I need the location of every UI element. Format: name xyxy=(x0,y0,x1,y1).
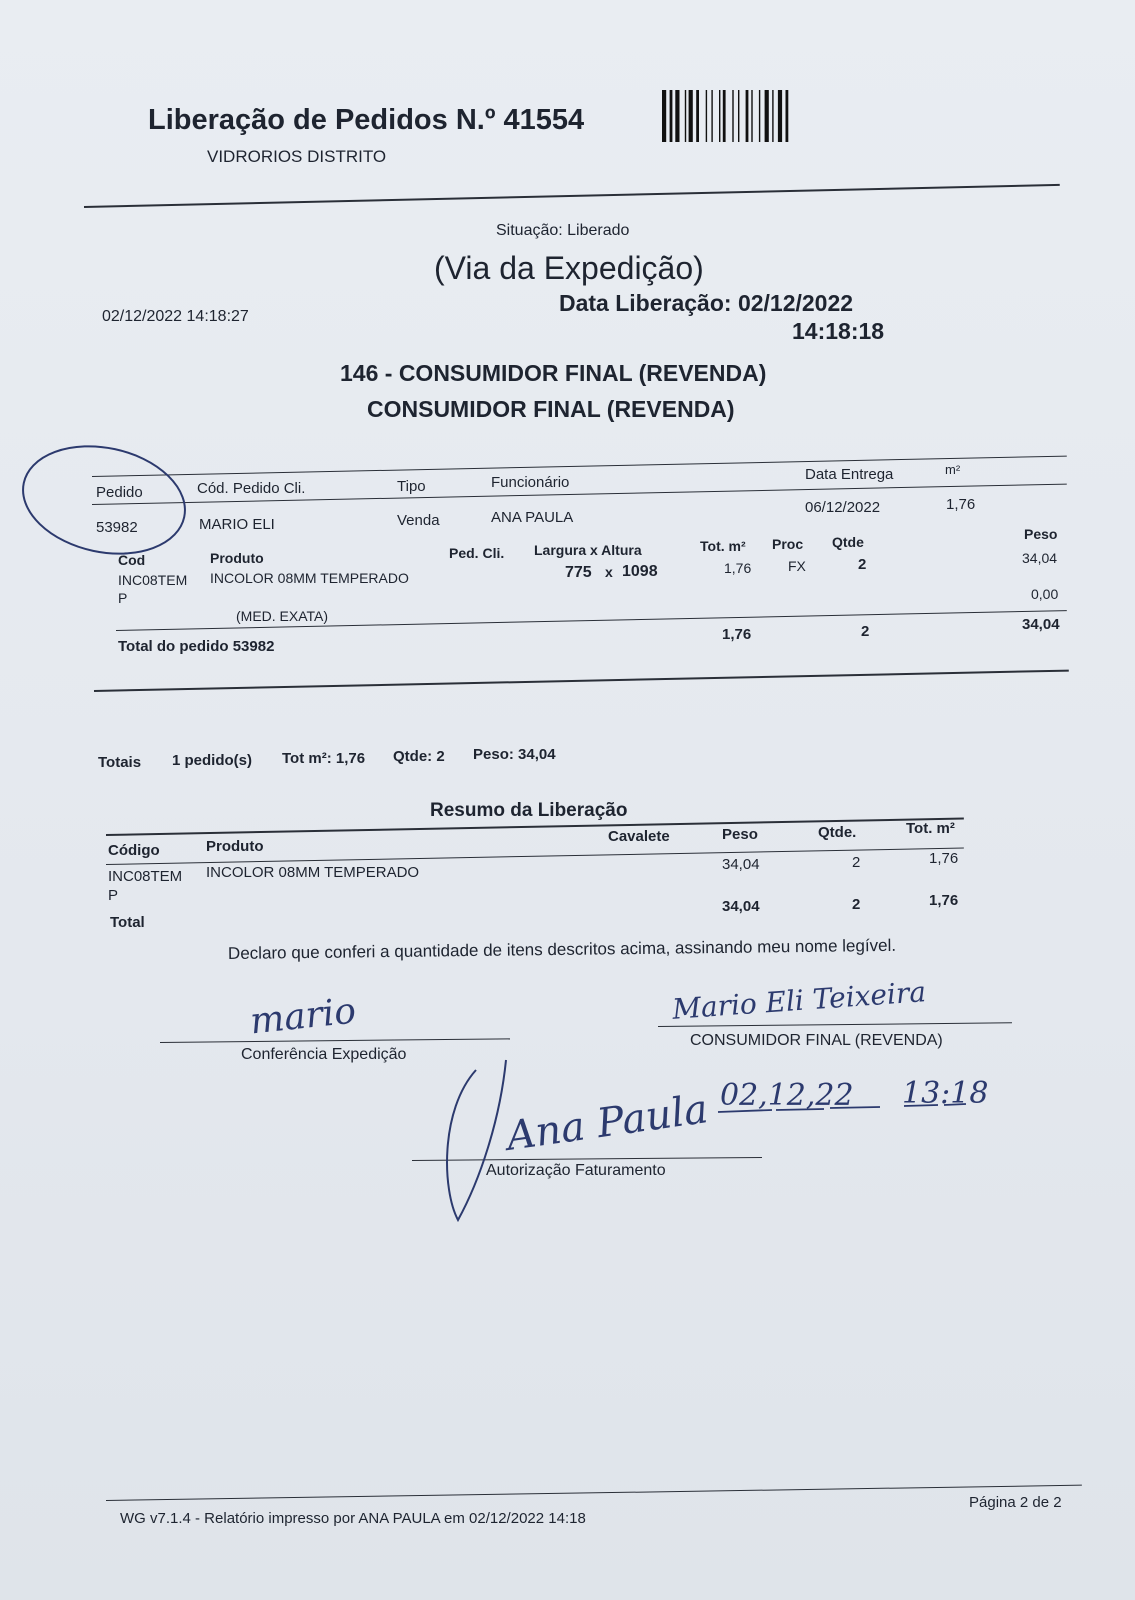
item-peso-extra: 0,00 xyxy=(1031,586,1059,602)
signature-consumidor: Mario Eli Teixeira xyxy=(671,975,927,1026)
item-header-largura-altura: Largura x Altura xyxy=(534,542,642,558)
resumo-header-qtde: Qtde. xyxy=(818,824,857,841)
client-line-1: 146 - CONSUMIDOR FINAL (REVENDA) xyxy=(340,360,767,386)
totais-peso: Peso: 34,04 xyxy=(473,746,556,763)
item-proc: FX xyxy=(788,558,806,574)
print-timestamp: 02/12/2022 14:18:27 xyxy=(102,308,249,325)
resumo-header-codigo: Código xyxy=(108,842,160,859)
totais-tot-m2: Tot m²: 1,76 xyxy=(282,750,366,767)
order-cod-pedido-cli: MARIO ELI xyxy=(199,516,275,533)
resumo-tot-m2: 1,76 xyxy=(929,850,959,867)
col-header-pedido: Pedido xyxy=(96,484,143,501)
item-header-cod: Cod xyxy=(118,552,146,568)
order-m2: 1,76 xyxy=(946,496,976,513)
status-situacao: Situação: Liberado xyxy=(496,222,630,239)
handwritten-underlines xyxy=(718,1104,966,1112)
item-tot-m2: 1,76 xyxy=(724,560,752,576)
resumo-codigo-line2: P xyxy=(108,887,119,904)
item-header-ped-cli: Ped. Cli. xyxy=(449,545,505,561)
document-title: Liberação de Pedidos N.º 41554 xyxy=(148,104,585,136)
order-tipo: Venda xyxy=(397,512,440,529)
signature-autorizacao: Ana Paula xyxy=(503,1086,711,1160)
resumo-header-tot-m2: Tot. m² xyxy=(906,820,955,837)
order-total-peso: 34,04 xyxy=(1022,616,1060,633)
resumo-header-produto: Produto xyxy=(206,838,264,855)
hand-drawn-circle xyxy=(13,432,195,568)
client-line-2: CONSUMIDOR FINAL (REVENDA) xyxy=(367,396,735,422)
item-largura: 775 xyxy=(565,564,592,581)
order-funcionario: ANA PAULA xyxy=(491,509,574,526)
resumo-header-peso: Peso xyxy=(722,826,758,843)
col-header-cod-pedido-cli: Cód. Pedido Cli. xyxy=(197,480,306,497)
footer-printed-by: WG v7.1.4 - Relatório impresso por ANA PAULA em 02/12/2022 14:18 xyxy=(120,1510,586,1527)
signature-loop-stroke xyxy=(447,1060,506,1220)
label-conferencia-expedicao: Conferência Expedição xyxy=(241,1046,407,1063)
handwritten-date: 02,12,22 xyxy=(720,1078,854,1113)
order-pedido-number: 53982 xyxy=(96,519,138,536)
order-total-m2: 1,76 xyxy=(722,626,752,643)
resumo-total-label: Total xyxy=(110,914,145,931)
label-consumidor-final: CONSUMIDOR FINAL (REVENDA) xyxy=(690,1032,943,1049)
item-peso: 34,04 xyxy=(1022,550,1058,566)
resumo-qtde: 2 xyxy=(852,854,861,871)
item-dimension-x: x xyxy=(605,564,613,580)
resumo-header-cavalete: Cavalete xyxy=(608,828,670,845)
item-header-peso: Peso xyxy=(1024,526,1058,542)
item-qtde: 2 xyxy=(858,556,867,573)
totais-pedidos: 1 pedido(s) xyxy=(172,752,253,769)
item-cod-line1: INC08TEM xyxy=(118,572,188,588)
resumo-peso: 34,04 xyxy=(722,856,760,873)
signature-conferencia: mario xyxy=(248,990,358,1043)
resumo-total-peso: 34,04 xyxy=(722,898,760,915)
order-total-qtde: 2 xyxy=(861,623,870,640)
item-altura: 1098 xyxy=(622,563,658,580)
order-total-label: Total do pedido 53982 xyxy=(118,638,275,655)
data-liberacao: Data Liberação: 02/12/2022 xyxy=(559,290,854,316)
col-header-data-entrega: Data Entrega xyxy=(805,466,894,483)
col-header-tipo: Tipo xyxy=(397,478,426,495)
resumo-total-m2: 1,76 xyxy=(929,892,959,909)
item-produto: INCOLOR 08MM TEMPERADO xyxy=(210,570,409,586)
item-header-qtde: Qtde xyxy=(832,534,864,550)
totais-label: Totais xyxy=(98,754,142,771)
col-header-m2: m² xyxy=(945,462,961,477)
item-header-tot-m2: Tot. m² xyxy=(700,538,746,554)
resumo-produto: INCOLOR 08MM TEMPERADO xyxy=(206,864,420,881)
footer-page-number: Página 2 de 2 xyxy=(969,1494,1062,1511)
resumo-codigo-line1: INC08TEM xyxy=(108,868,183,885)
resumo-total-qtde: 2 xyxy=(852,896,861,913)
label-autorizacao-faturamento: Autorização Faturamento xyxy=(486,1162,666,1179)
declaration-text: Declaro que conferi a quantidade de itens descritos acima, assinando meu nome legível. xyxy=(227,935,897,963)
totais-qtde: Qtde: 2 xyxy=(393,748,445,765)
item-header-produto: Produto xyxy=(210,550,264,566)
via-label: (Via da Expedição) xyxy=(434,250,704,286)
item-cod-line2: P xyxy=(118,590,128,606)
hora-liberacao: 14:18:18 xyxy=(792,318,885,344)
resumo-title: Resumo da Liberação xyxy=(430,800,628,821)
item-header-proc: Proc xyxy=(772,536,804,552)
col-header-funcionario: Funcionário xyxy=(491,474,570,491)
item-note: (MED. EXATA) xyxy=(236,608,329,624)
order-data-entrega: 06/12/2022 xyxy=(805,499,881,516)
company-name: VIDRORIOS DISTRITO xyxy=(207,147,387,166)
handwritten-time: 13:18 xyxy=(902,1076,989,1111)
